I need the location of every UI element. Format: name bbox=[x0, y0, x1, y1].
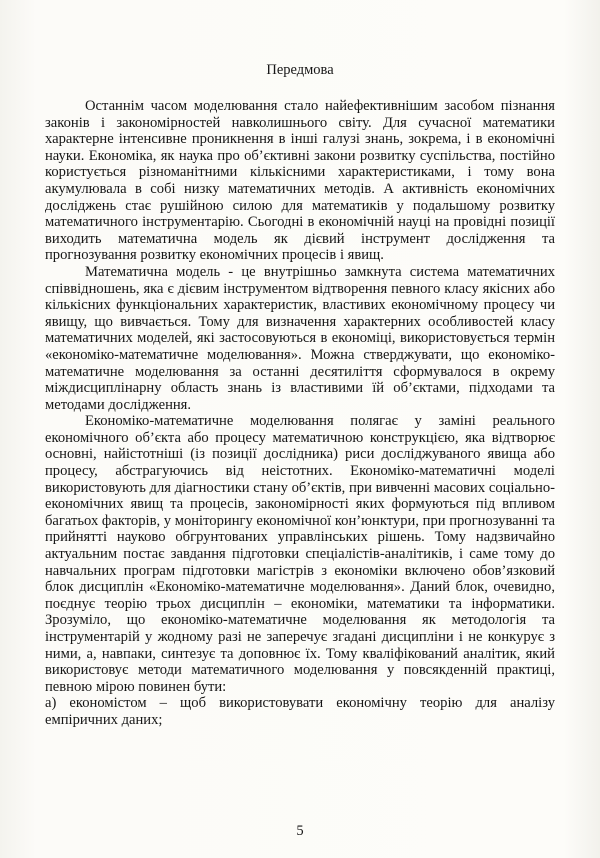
paragraph-list-item-a: а) економістом – щоб використовувати економічну теорію для аналізу емпіричних даних; bbox=[45, 695, 555, 728]
page-number: 5 bbox=[296, 823, 304, 839]
paragraph-model-definition: Математична модель - це внутрішньо замкнута система математичних співвідношень, яка є дієвим інструментом відтворення певного класу якісних або кількісних функціональних характеристик, властивих економічному процесу чи явищу, що вивчається. Тому для визначення характерних особливостей класу математичних моделей, які застосовуються в економіці, використовується термін «економіко-математичне моделювання». Можна стверджувати, що економіко-математичне моделювання за останні десятиліття сформувалося в окрему міждисциплінарну область знань із властивими їй об’єктами, підходами та методами дослідження. bbox=[45, 263, 555, 413]
page-title: Передмова bbox=[266, 62, 334, 78]
paragraph-intro: Останнім часом моделювання стало найефективнішим засобом пізнання законів і закономірностей навколишнього світу. Для сучасної математики характерне інтенсивне проникнення в інші галузі знань, зокрема, і в економічні науки. Економіка, як наука про об’єктивні закони розвитку суспільства, постійно користується різноманітними кількісними характеристиками, і тому вона акумулювала в собі низку математичних методів. А активність економічних досліджень стає рушійною силою для математиків у подальшому розвитку математичного інструментарію. Сьогодні в економічній науці на провідні позиції виходить математична модель як дієвий інструмент дослідження та прогнозування розвитку економічних процесів і явищ. bbox=[45, 98, 555, 264]
paragraph-modeling: Економіко-математичне моделювання полягає у заміні реального економічного об’єкта або процесу математичною конструкцією, яка відтворює основні, найістотніші (із позиції дослідника) риси досліджуваного явища або процесу, абстрагуючись від неістотних. Економіко-математичні моделі використовують для діагностики стану об’єктів, при вивченні масових соціально-економічних явищ та процесів, закономірності яких формуються під впливом багатьох факторів, у моніторингу економічної кон’юнктури, при прогнозуванні та прийнятті науково обгрунтованих управлінських рішень. Тому надзвичайно актуальним постає завдання підготовки спеціалістів-аналітиків, і саме тому до навчальних програм підготовки магістрів з економіки включено обов’язковий блок дисциплін «Економіко-математичне моделювання». Даний блок, очевидно, поєднує теорію трьох дисциплін – економіки, математики та інформатики. Зрозуміло, що економіко-математичне моделювання як методологія та інструментарій у жодному разі не заперечує згадані дисципліни і не конкурує з ними, а, навпаки, синтезує та доповнює їх. Тому кваліфікований аналітик, який використовує методи математичного моделювання у повсякденній практиці, певною мірою повинен бути: bbox=[45, 413, 555, 695]
document-body bbox=[45, 98, 555, 729]
